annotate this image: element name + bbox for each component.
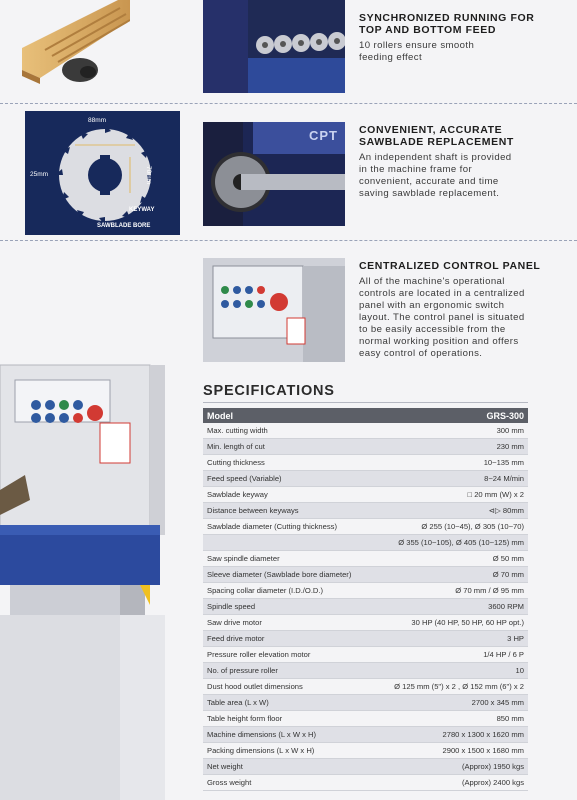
spec-label: Sawblade keyway — [203, 487, 386, 503]
feature-2-title-line1: CONVENIENT, ACCURATE — [359, 124, 503, 136]
spec-label: Feed drive motor — [203, 631, 386, 647]
feature-3-body-line: controls are located in a centralized — [359, 288, 525, 299]
table-row — [203, 535, 528, 551]
spec-label: Feed speed (Variable) — [203, 471, 386, 487]
spec-label: No. of pressure roller — [203, 663, 386, 679]
spec-label: Packing dimensions (L x W x H) — [203, 743, 386, 759]
spec-label: Gross weight — [203, 775, 386, 791]
feature-1-body-line: feeding effect — [359, 52, 423, 63]
feature-1-body-line: 10 rollers ensure smooth — [359, 40, 475, 51]
spec-value: 230 mm — [386, 439, 528, 455]
spec-value: 3600 RPM — [386, 599, 528, 615]
feature-1-title — [359, 12, 534, 36]
keyway-label: KEYWAY — [129, 207, 155, 213]
spec-value: (Approx) 1950 kgs — [386, 759, 528, 775]
feature-3-title — [359, 260, 540, 272]
feature-2-body-line: An independent shaft is provided — [359, 152, 512, 163]
spec-value: 3 HP — [386, 631, 528, 647]
feature-2-body-line: convenient, accurate and time — [359, 176, 499, 187]
machine-photo — [0, 355, 165, 800]
table-row — [203, 711, 528, 727]
table-row — [203, 439, 528, 455]
spec-value: □ 20 mm (W) x 2 — [386, 487, 528, 503]
spec-value: Ø 355 (10~105), Ø 405 (10~125) mm — [386, 535, 528, 551]
spec-label: Spacing collar diameter (I.D./O.D.) — [203, 583, 386, 599]
spec-value: 2900 x 1500 x 1680 mm — [386, 743, 528, 759]
spec-value: Ø 70 mm / Ø 95 mm — [386, 583, 528, 599]
spec-value: 30 HP (40 HP, 50 HP, 60 HP opt.) — [386, 615, 528, 631]
spec-value: 2700 x 345 mm — [386, 695, 528, 711]
title-rule — [203, 402, 528, 403]
feature-2-title-line2: SAWBLADE REPLACEMENT — [359, 136, 514, 148]
spec-value: Ø 70 mm — [386, 567, 528, 583]
spec-label: Machine dimensions (L x W x H) — [203, 727, 386, 743]
feature-3-body-line: panel with an ergonomic switch — [359, 300, 505, 311]
table-row — [203, 647, 528, 663]
table-row — [203, 615, 528, 631]
table-row — [203, 519, 528, 535]
feature-3-body-line: layout. The control panel is situated — [359, 312, 525, 323]
table-row — [203, 631, 528, 647]
wood-feed-photo — [0, 0, 130, 100]
model-value: GRS-300 — [386, 408, 528, 423]
spec-label: Dust hood outlet dimensions — [203, 679, 386, 695]
dim-25mm-label: 25mm — [30, 171, 49, 178]
brand-logo: CPT — [309, 128, 338, 143]
table-row — [203, 567, 528, 583]
divider — [0, 103, 577, 104]
sawblade-replacement-photo — [203, 122, 345, 226]
control-panel-photo — [203, 258, 345, 362]
feature-3-body-line: easy control of operations. — [359, 348, 483, 359]
table-row — [203, 727, 528, 743]
table-row — [203, 599, 528, 615]
table-row — [203, 775, 528, 791]
table-header-row — [203, 408, 528, 423]
spec-label: Sleeve diameter (Sawblade bore diameter) — [203, 567, 386, 583]
feature-3-body-line: All of the machine's operational — [359, 276, 505, 287]
spec-value: Ø 50 mm — [386, 551, 528, 567]
spec-value: Ø 125 mm (5") x 2 , Ø 152 mm (6") x 2 — [386, 679, 528, 695]
table-row — [203, 663, 528, 679]
spec-label: Net weight — [203, 759, 386, 775]
spec-label: Distance between keyways — [203, 503, 386, 519]
feature-1-title-line2: TOP AND BOTTOM FEED — [359, 24, 497, 36]
spec-value: Ø 255 (10~45), Ø 305 (10~70) — [386, 519, 528, 535]
dim-70mm-label: 70mm — [145, 166, 152, 185]
feature-3-title-line1: CENTRALIZED CONTROL PANEL — [359, 260, 541, 272]
spec-label: Spindle speed — [203, 599, 386, 615]
spec-value: 8~24 M/min — [386, 471, 528, 487]
feature-1-body — [359, 40, 474, 64]
feature-3-body — [359, 276, 525, 360]
feature-2-body-line: saving sawblade replacement. — [359, 188, 500, 199]
spec-label: Max. cutting width — [203, 423, 386, 439]
dim-88mm-label: 88mm — [88, 117, 107, 124]
table-row — [203, 471, 528, 487]
table-row — [203, 551, 528, 567]
spec-label: Table height form floor — [203, 711, 386, 727]
spec-value: 2780 x 1300 x 1620 mm — [386, 727, 528, 743]
feature-3-body-line: to be easily accessible from the — [359, 324, 506, 335]
table-row — [203, 423, 528, 439]
sawblade-diagram — [25, 111, 180, 235]
table-row — [203, 679, 528, 695]
spec-label: Saw spindle diameter — [203, 551, 386, 567]
spec-value: 1/4 HP / 6 P — [386, 647, 528, 663]
spec-label: Sawblade diameter (Cutting thickness) — [203, 519, 386, 535]
spec-label: Saw drive motor — [203, 615, 386, 631]
spec-value: 10~135 mm — [386, 455, 528, 471]
feed-rollers-photo — [203, 0, 345, 93]
spec-value: (Approx) 2400 kgs — [386, 775, 528, 791]
model-label: Model — [203, 408, 386, 423]
table-row — [203, 487, 528, 503]
feature-3-body-line: normal working position and offers — [359, 336, 519, 347]
table-row — [203, 695, 528, 711]
feature-2-body — [359, 152, 512, 200]
spec-label: Cutting thickness — [203, 455, 386, 471]
spec-label: Min. length of cut — [203, 439, 386, 455]
spec-label — [203, 535, 386, 551]
table-row — [203, 455, 528, 471]
feature-2-title — [359, 124, 514, 148]
feature-1-title-line1: SYNCHRONIZED RUNNING FOR — [359, 12, 535, 24]
specifications-title: SPECIFICATIONS — [203, 383, 335, 399]
table-row — [203, 503, 528, 519]
spec-value: 850 mm — [386, 711, 528, 727]
divider — [0, 240, 577, 241]
spec-label: Table area (L x W) — [203, 695, 386, 711]
table-row — [203, 583, 528, 599]
feature-2-body-line: in the machine frame for — [359, 164, 473, 175]
spec-label: Pressure roller elevation motor — [203, 647, 386, 663]
spec-value: 300 mm — [386, 423, 528, 439]
table-row — [203, 743, 528, 759]
spec-value: 10 — [386, 663, 528, 679]
table-row — [203, 759, 528, 775]
specifications-table — [203, 408, 528, 791]
spec-value: ⊲▷ 80mm — [386, 503, 528, 519]
bore-label: SAWBLADE BORE — [97, 223, 151, 229]
